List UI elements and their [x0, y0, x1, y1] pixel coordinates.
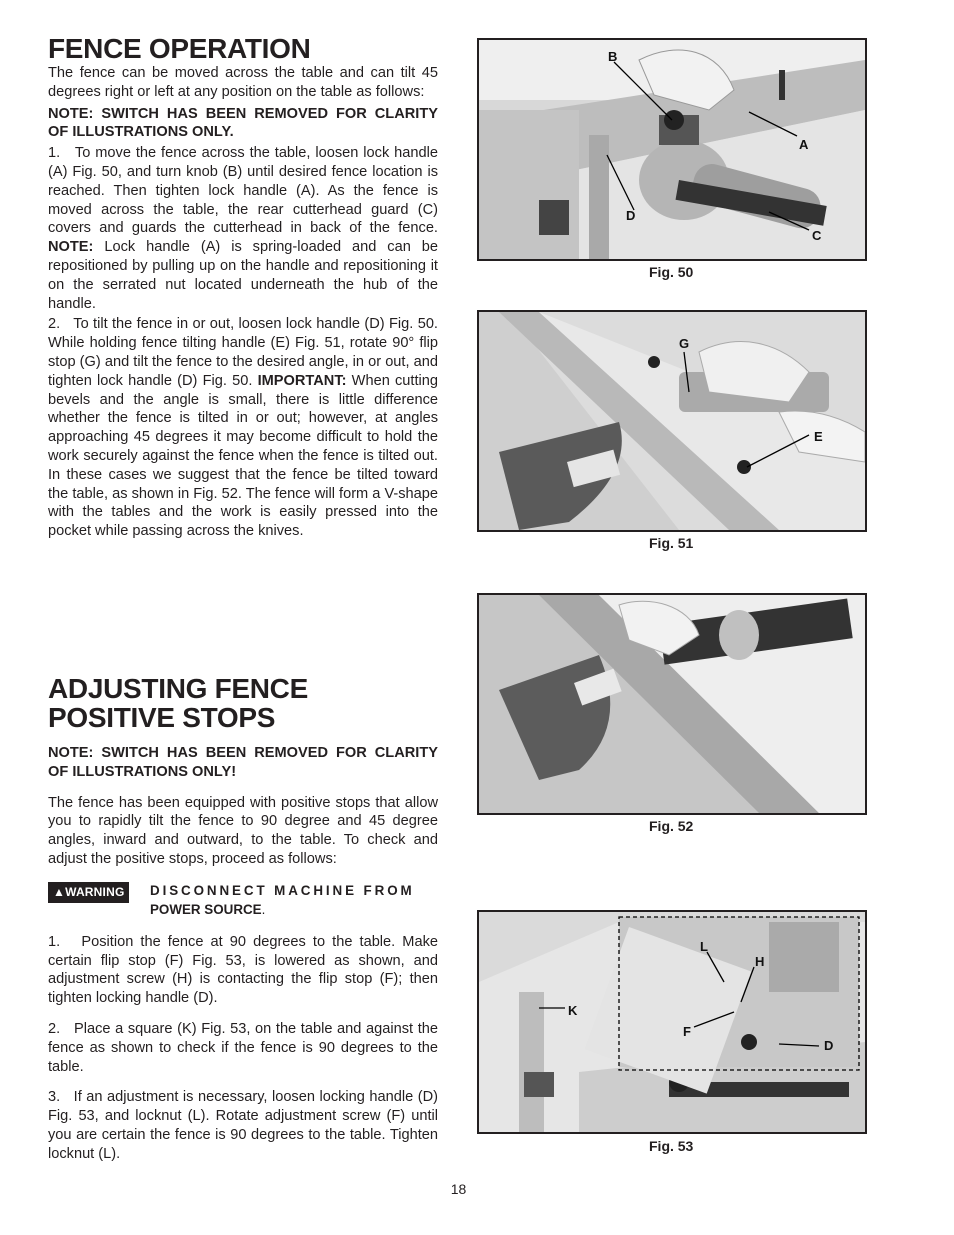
step-2-important-text: When cutting bevels and the angle is small, there is little difference whether the fence is tilted in or out; however, at angles approaching 45 degrees it may become difficult to hold the work securely against the fence when the fence is tilted out. In these cases we suggest that the fence be tilted toward the table, as shown in Fig. 52. The fence will form a V-shape with the tables and the work is easily pressed into the pocket while passing across the knives.: [48, 372, 438, 540]
fig51-label-e: E: [814, 429, 823, 444]
title-line-2: POSITIVE STOPS: [48, 702, 276, 733]
figure-53-caption: Fig. 53: [649, 1138, 694, 1154]
fig50-label-c: C: [812, 228, 822, 243]
figure-52-illustration: [479, 595, 865, 813]
fig50-label-d: D: [626, 208, 636, 223]
fig53-label-k: K: [568, 1003, 578, 1018]
positive-stops-intro: The fence has been equipped with positive stops that allow you to rapidly tilt the fence to 90 degree and 45 degree angles, inward and outward, to the table. To check and adjust the positive stops, proceed as follows:: [48, 794, 438, 867]
fig50-label-b: B: [608, 49, 618, 64]
figure-51-caption: Fig. 51: [649, 535, 694, 551]
warning-badge-label: WARNING: [65, 884, 125, 899]
figure-52-photo: [477, 593, 867, 815]
step-2-important-label: IMPORTANT:: [257, 372, 347, 389]
warning-power-source: POWER SOURCE: [150, 901, 262, 917]
warning-triangle-icon: ▲: [53, 884, 66, 899]
page-number: 18: [450, 1181, 467, 1197]
fence-operation-step-2: [48, 315, 438, 541]
warning-line-1: DISCONNECT MACHINE FROM: [150, 882, 415, 898]
section-title-fence-operation: FENCE OPERATION: [48, 33, 311, 64]
positive-stops-section: [48, 674, 438, 1164]
positive-stops-step-2: 2. Place a square (K) Fig. 53, on the table and against the fence as shown to check if the fence is 90 degrees to the table.: [48, 1020, 438, 1075]
section-title-positive-stops: [48, 674, 438, 732]
figure-53-illustration: [479, 912, 865, 1132]
figure-51-photo: [477, 310, 867, 532]
fence-operation-section: [48, 34, 438, 541]
warning-badge: [48, 882, 129, 903]
title-line-1: ADJUSTING FENCE: [48, 673, 308, 704]
warning-block: [48, 882, 438, 922]
step-2-text: 2. To tilt the fence in or out, loosen lock handle (D) Fig. 50. While holding fence tilting handle (E) Fig. 51, rotate 90° flip stop (G) and tilt the fence to the desired angle, in or out, and tighten lock handle (D) Fig. 50.: [48, 316, 438, 389]
fig53-label-d: D: [824, 1038, 834, 1053]
fig53-label-h: H: [755, 954, 765, 969]
figure-50-caption: Fig. 50: [649, 264, 694, 280]
fig53-label-f: F: [683, 1024, 691, 1039]
fig53-label-l: L: [700, 939, 708, 954]
warning-line-2: [150, 901, 265, 920]
step-1-note-text: Lock handle (A) is spring-loaded and can be repositioned by pulling up on the handle and repositioning it on the serrated nut located underneath the hub of the handle.: [48, 239, 438, 312]
positive-stops-step-1: 1. Position the fence at 90 degrees to the table. Make certain flip stop (F) Fig. 53, is lowered as shown, and adjustment screw (H) is contacting the flip stop (F); then tighten locking handle (D).: [48, 933, 438, 1007]
fence-operation-intro: The fence can be moved across the table and can tilt 45 degrees right or left at any position on the table as follows:: [48, 65, 438, 100]
figure-51-illustration: [479, 312, 865, 530]
fig51-label-g: G: [679, 336, 690, 351]
positive-stops-note: NOTE: SWITCH HAS BEEN REMOVED FOR CLARITY OF ILLUSTRATIONS ONLY!: [48, 745, 438, 780]
warning-period: .: [261, 901, 266, 917]
positive-stops-step-3: 3. If an adjustment is necessary, loosen locking handle (D) Fig. 53, and locknut (L). Rotate adjustment screw (F) until you are certain the fence is 90 degrees to the table. Tighten locknut (L).: [48, 1089, 438, 1162]
figure-50-photo: [477, 38, 867, 261]
step-1-note-label: NOTE:: [48, 239, 94, 256]
fence-operation-note: NOTE: SWITCH HAS BEEN REMOVED FOR CLARITY OF ILLUSTRATIONS ONLY.: [48, 105, 438, 141]
fence-operation-step-1: [48, 144, 438, 313]
figure-52-caption: Fig. 52: [649, 818, 694, 834]
fig50-label-a: A: [799, 137, 809, 152]
step-1-text: 1. To move the fence across the table, loosen lock handle (A) Fig. 50, and turn knob (B) until desired fence location is reached. Then tighten lock handle (A). As the fence is moved across the table, the rear cutterhead guard (C) covers and guards the cutterhead in back of the fence.: [48, 145, 438, 237]
figure-53-photo: [477, 910, 867, 1134]
